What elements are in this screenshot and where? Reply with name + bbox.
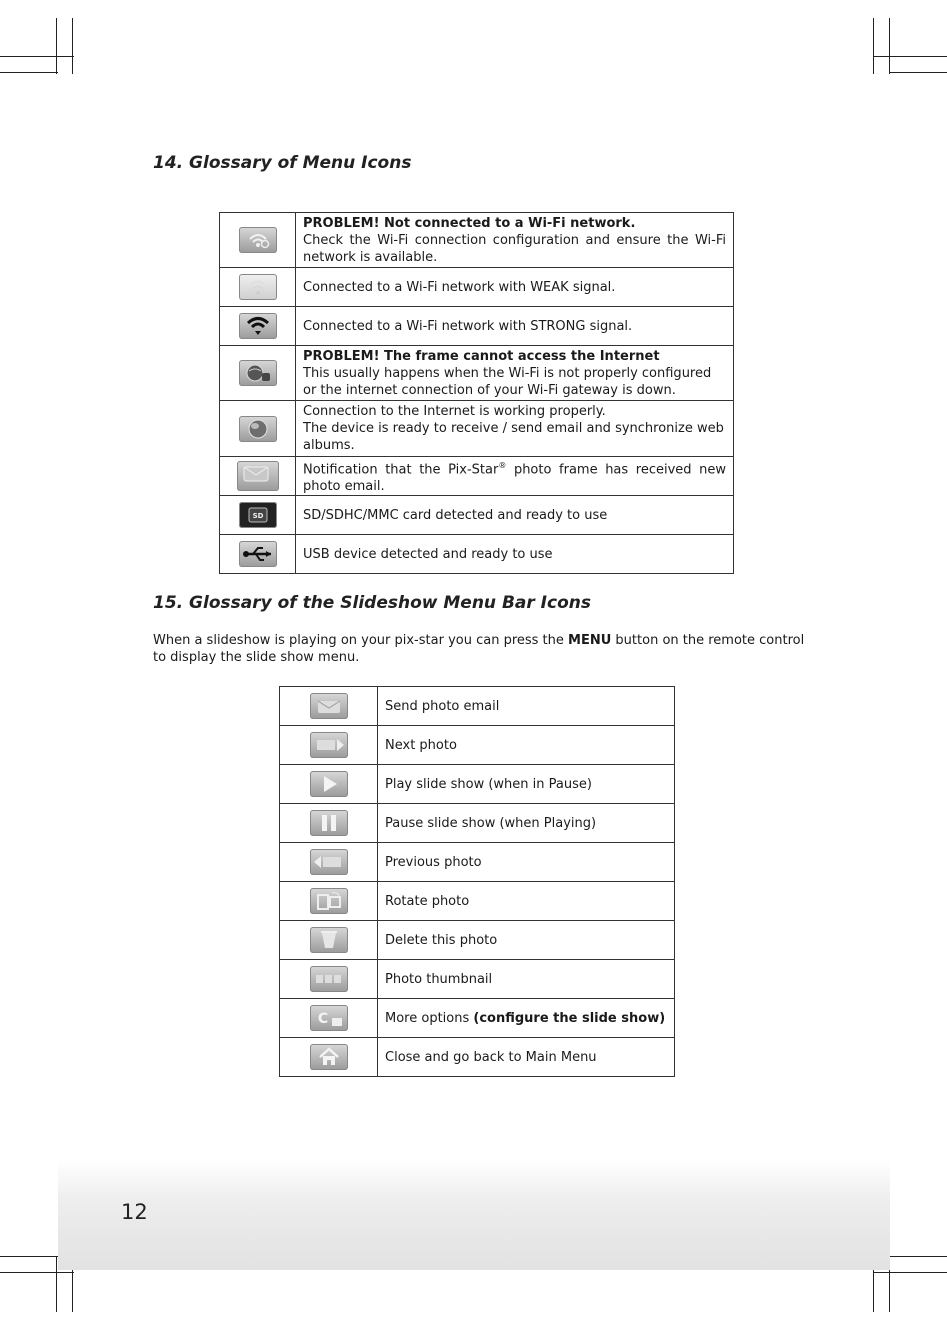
- crop-mark: [56, 1256, 57, 1312]
- row-description: The device is ready to receive / send email and synchronize web albums.: [303, 421, 724, 453]
- table-row: [280, 843, 675, 882]
- crop-mark: [0, 1256, 58, 1257]
- row-description: USB device detected and ready to use: [296, 535, 734, 574]
- crop-mark: [0, 72, 58, 73]
- table-row: [280, 765, 675, 804]
- section-14-title: 14. Glossary of Menu Icons: [153, 153, 412, 173]
- crop-mark: [0, 1272, 74, 1273]
- play-icon: [310, 771, 348, 797]
- table-row: [220, 535, 734, 574]
- table-row: [280, 960, 675, 999]
- crop-mark: [873, 1272, 947, 1273]
- table-row: [220, 401, 734, 457]
- usb-icon: [239, 541, 277, 567]
- crop-mark: [0, 56, 74, 57]
- row-description: Pause slide show (when Playing): [378, 804, 675, 843]
- row-description: Connection to the Internet is working properly.: [303, 404, 606, 419]
- slideshow-icons-table: [279, 686, 675, 1077]
- row-description: Connected to a Wi-Fi network with STRONG signal.: [296, 307, 734, 346]
- menu-icons-table: [219, 212, 734, 574]
- table-row: [220, 496, 734, 535]
- internet-error-icon: [239, 360, 277, 386]
- row-description: Connected to a Wi-Fi network with WEAK signal.: [296, 268, 734, 307]
- more-options-icon: [310, 1005, 348, 1031]
- svg-text:C: C: [317, 1011, 328, 1027]
- footer-band: [58, 1160, 890, 1270]
- crop-mark: [873, 18, 874, 74]
- table-row: [280, 687, 675, 726]
- row-description: Next photo: [378, 726, 675, 765]
- table-row: [280, 726, 675, 765]
- row-description: Close and go back to Main Menu: [378, 1038, 675, 1077]
- crop-mark: [889, 72, 947, 73]
- table-row: [280, 921, 675, 960]
- row-description: Notification that the Pix-Star: [303, 462, 499, 478]
- table-row: [220, 457, 734, 496]
- row-description: SD/SDHC/MMC card detected and ready to use: [296, 496, 734, 535]
- email-icon: [237, 461, 279, 491]
- crop-mark: [889, 18, 890, 74]
- crop-mark: [889, 1256, 947, 1257]
- delete-icon: [310, 927, 348, 953]
- table-row: [220, 307, 734, 346]
- previous-photo-icon: [310, 849, 348, 875]
- next-photo-icon: [310, 732, 348, 758]
- crop-mark: [873, 56, 947, 57]
- table-row: [220, 268, 734, 307]
- row-description: Delete this photo: [378, 921, 675, 960]
- rotate-icon: [310, 888, 348, 914]
- row-description: Rotate photo: [378, 882, 675, 921]
- problem-heading: PROBLEM! Not connected to a Wi-Fi network.: [303, 215, 636, 231]
- row-description: photo frame has received new photo email.: [303, 462, 726, 495]
- registered-mark: ®: [498, 461, 507, 470]
- row-description: Play slide show (when in Pause): [378, 765, 675, 804]
- intro-text: button on the remote control to display the slide show menu.: [153, 633, 805, 665]
- crop-mark: [56, 18, 57, 74]
- table-row: [280, 1038, 675, 1077]
- page-number: 12: [121, 1200, 148, 1224]
- wifi-strong-icon: [239, 313, 277, 339]
- svg-text:SD: SD: [252, 512, 263, 521]
- thumbnail-icon: [310, 966, 348, 992]
- row-description: Send photo email: [378, 687, 675, 726]
- table-row: [280, 804, 675, 843]
- table-row: [220, 346, 734, 401]
- globe-icon: [239, 416, 277, 442]
- row-description: This usually happens when the Wi-Fi is not properly configured or the internet connection of your Wi-Fi gateway is down.: [303, 365, 712, 398]
- pause-icon: [310, 810, 348, 836]
- row-description: Check the Wi-Fi connection configuration and ensure the Wi-Fi network is available.: [303, 232, 726, 265]
- section-15-title: 15. Glossary of the Slideshow Menu Bar Icons: [153, 593, 591, 613]
- intro-text: When a slideshow is playing on your pix-star you can press the: [153, 633, 569, 648]
- table-row: [280, 882, 675, 921]
- home-icon: [310, 1044, 348, 1070]
- row-description: Photo thumbnail: [378, 960, 675, 999]
- wifi-weak-icon: [239, 274, 277, 300]
- problem-heading: PROBLEM! The frame cannot access the Internet: [303, 348, 660, 364]
- sd-card-icon: [239, 502, 277, 528]
- table-row: [220, 213, 734, 268]
- table-row: [280, 999, 675, 1038]
- send-email-icon: [310, 693, 348, 719]
- row-description-bold: (configure the slide show): [473, 1010, 666, 1026]
- crop-mark: [72, 18, 73, 74]
- row-description: More options: [385, 1010, 474, 1026]
- wifi-disconnected-icon: [239, 227, 277, 253]
- row-description: Previous photo: [378, 843, 675, 882]
- slideshow-intro-paragraph: [153, 632, 813, 666]
- menu-keyword: MENU: [568, 633, 612, 648]
